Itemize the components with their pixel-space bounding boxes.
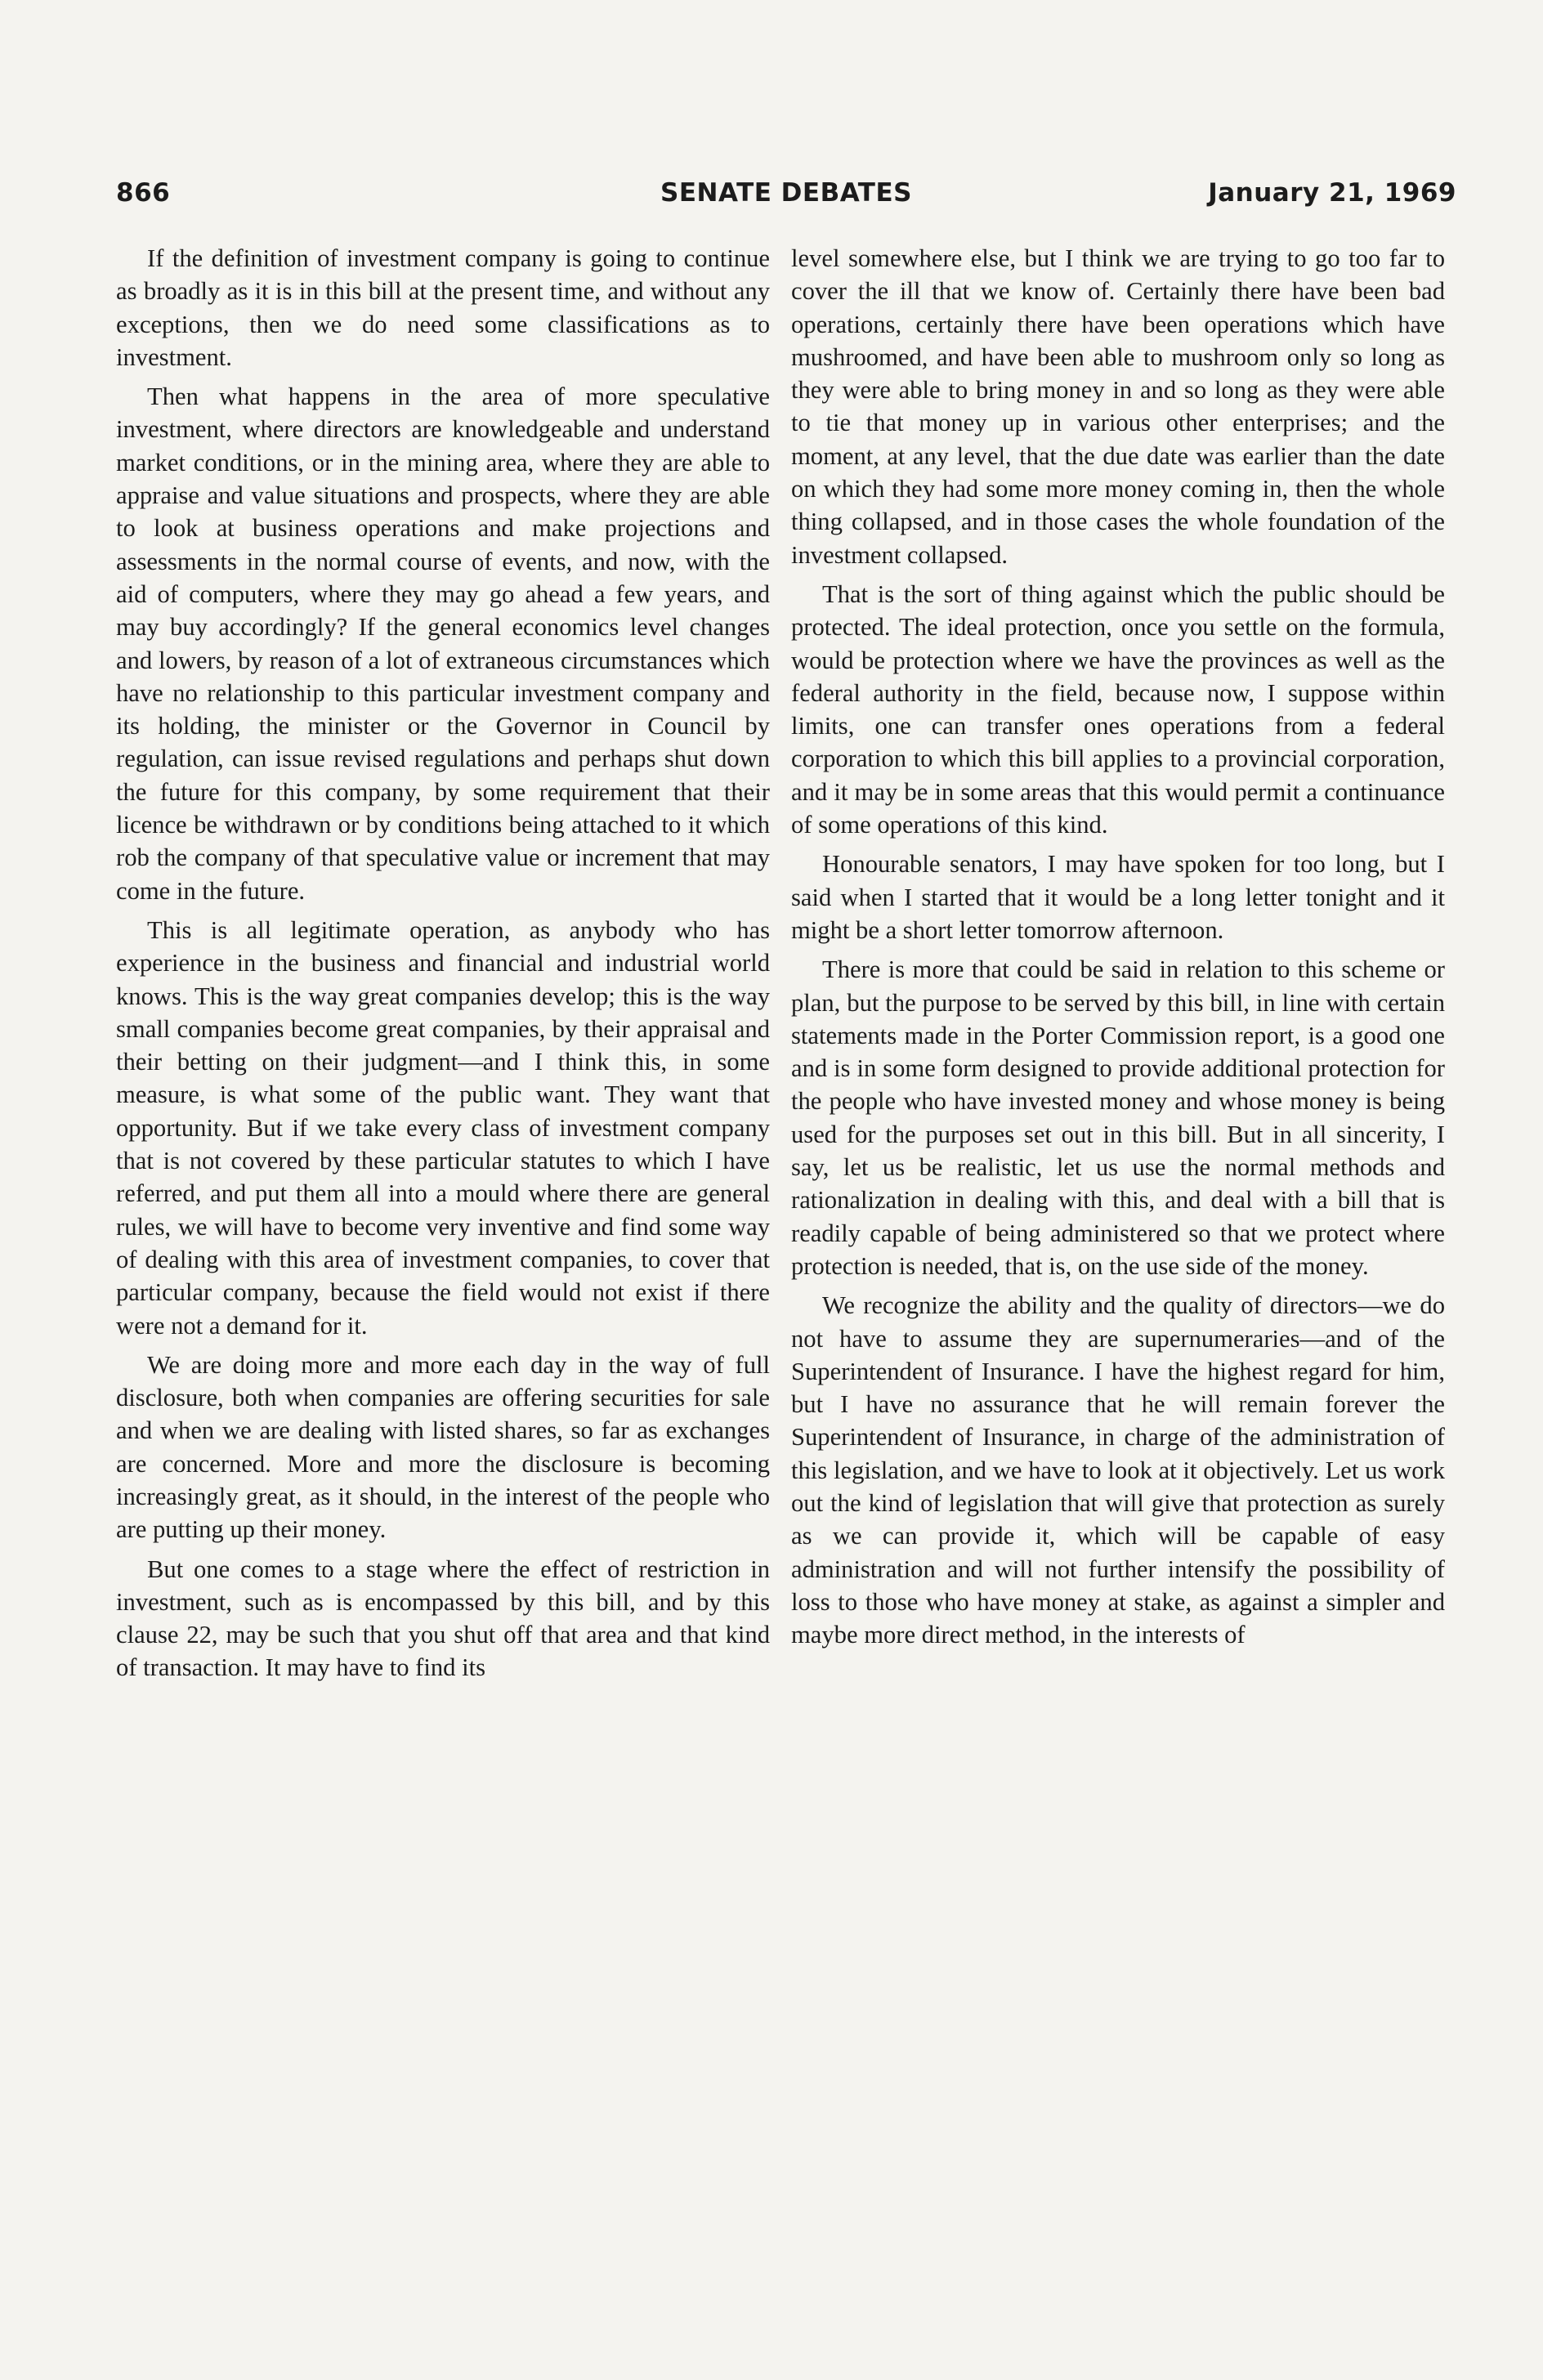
paragraph: We recognize the ability and the quality of directors—we do not have to assume they are supernumeraries—and of the Superintendent of Insurance. I have the highest regard for him, but I have no assurance that he will remain forever the Superintendent of Insurance, in charge of the administration of this legislation, and we have to look at it objectively. Let us work out the kind of legislation that will give that protection as surely as we can provide it, which will be capable of easy administration and will not further intensify the possibility of loss to those who have money at stake, as against a simpler and maybe more direct method, in the interests of (791, 1291, 1445, 1649)
paragraph: If the definition of investment company is going to continue as broadly as it is in this bill at the present time, and without any exceptions, then we do need some classifications as to investment. (116, 244, 770, 371)
paragraph: Then what happens in the area of more speculative investment, where directors are knowledgeable and understand market conditions, or in the mining area, where they are able to appraise and value situations and prospects, where they are able to look at business operations and make projections and assessments in the normal course of events, and now, with the aid of computers, where they may go ahead a few years, and may buy accordingly? If the general economics level changes and lowers, by reason of a lot of extraneous circumstances which have no relationship to this particular investment company and its holding, the minister or the Governor in Council by regulation, can issue revised regulations and perhaps shut down the future for this company, by some requirement that their licence be withdrawn or by conditions being attached to it which rob the company of that speculative value or increment that may come in the future. (116, 382, 770, 905)
paragraph: That is the sort of thing against which the public should be protected. The ideal protection, once you settle on the formula, would be protection where we have the provinces as well as the federal authority in the field, because now, I suppose within limits, one can transfer ones operations from a federal corporation to which this bill applies to a provincial corporation, and it may be in some areas that this would permit a continuance of some operations of this kind. (791, 579, 1445, 839)
paragraph: But one comes to a stage where the effect of restriction in investment, such as is encompassed by this bill, and by this clause 22, may be such that you shut off that area and that kind of transaction. It may have to find its (116, 1555, 770, 1682)
paragraph-continued: level somewhere else, but I think we are trying to go too far to cover the ill that we know of. Certainly there have been bad operations, certainly there have been operations which have mushroomed, and have been able to mushroom only so long as they were able to bring money in and so long as they were able to tie that money up in various other enterprises; and the moment, at any level, that the due date was earlier than the date on which they had some more money coming in, then the whole thing collapsed, and in those cases the whole foundation of the investment collapsed. (791, 244, 1445, 569)
left-column (116, 242, 770, 2122)
right-column (791, 242, 1445, 2122)
paragraph: We are doing more and more each day in the way of full disclosure, both when companies are offering securities for sale and when we are dealing with listed shares, so far as exchanges are concerned. More and more the disclosure is becoming increasingly great, as it should, in the interest of the people who are putting up their money. (116, 1350, 770, 1544)
page-number: 866 (116, 178, 171, 208)
header-date: January 21, 1969 (1208, 178, 1456, 208)
running-header (116, 178, 1456, 216)
paragraph: There is more that could be said in relation to this scheme or plan, but the purpose to be served by this bill, in line with certain statements made in the Porter Commission report, is a good one and is in some form designed to provide additional protection for the people who have invested money and whose money is being used for the purposes set out in this bill. But in all sincerity, I say, let us be realistic, let us use the normal methods and rationalization in dealing with this, and deal with a bill that is readily capable of being administered so that we protect where protection is needed, that is, on the use side of the money. (791, 955, 1445, 1280)
publication-title: SENATE DEBATES (660, 178, 912, 208)
paragraph: This is all legitimate operation, as anybody who has experience in the business and financial and industrial world knows. This is the way great companies develop; this is the way small companies become great companies, by their appraisal and their betting on their judgment—and I think this, in some measure, is what some of the public want. They want that opportunity. But if we take every class of investment company that is not covered by these particular statutes to which I have referred, and put them all into a mould where there are general rules, we will have to become very inventive and find some way of dealing with this area of investment companies, to cover that particular company, because the field would not exist if there were not a demand for it. (116, 915, 770, 1340)
paragraph: Honourable senators, I may have spoken for too long, but I said when I started that it would be a long letter tonight and it might be a short letter tomorrow afternoon. (791, 850, 1445, 944)
